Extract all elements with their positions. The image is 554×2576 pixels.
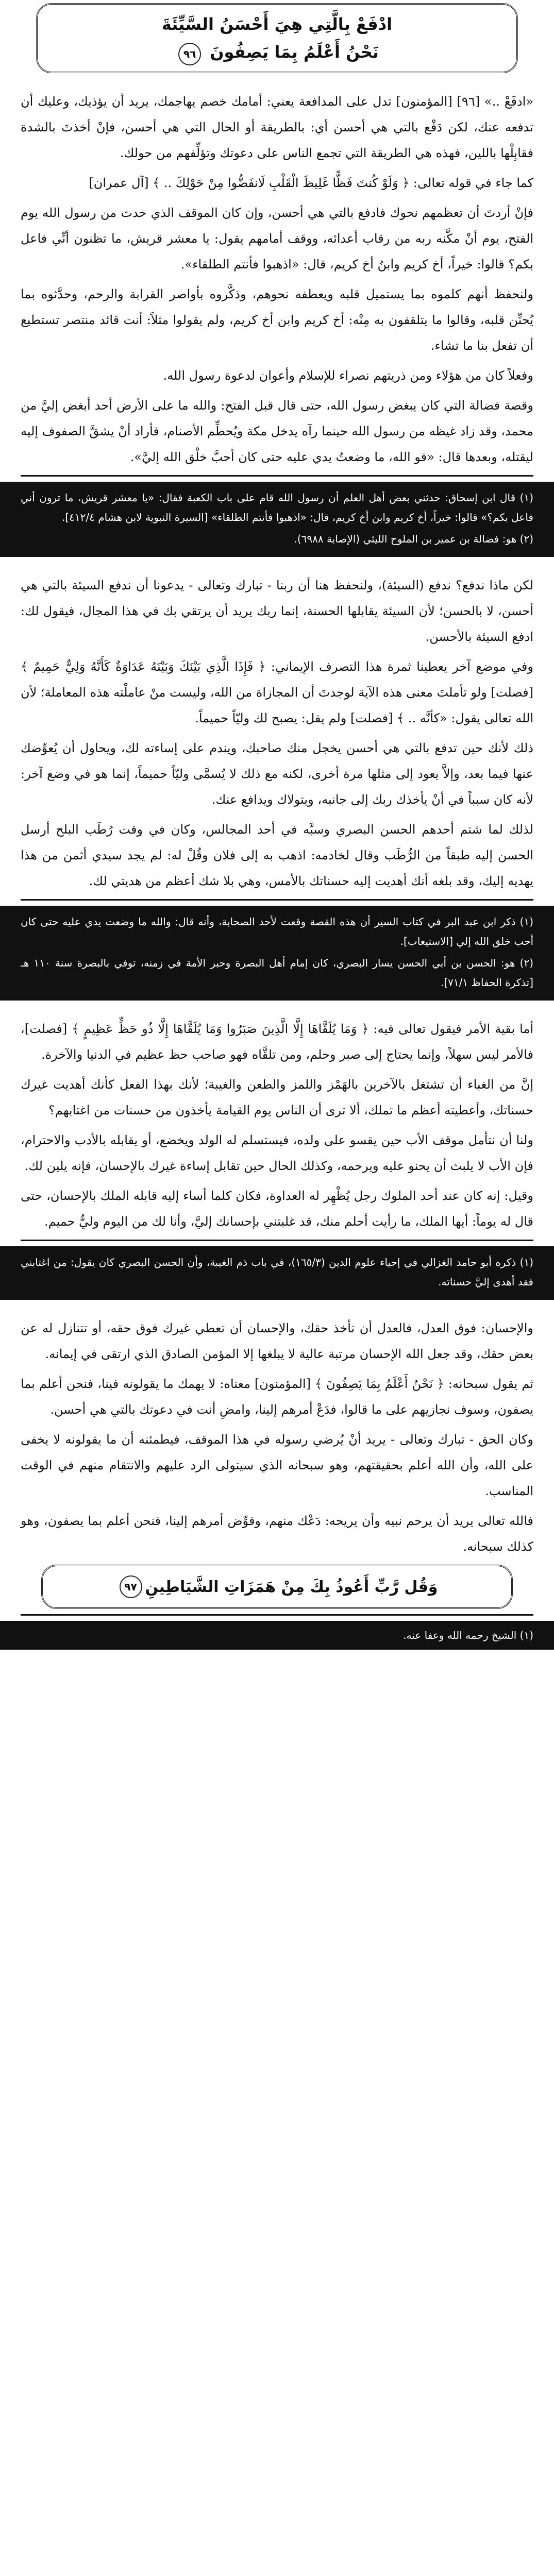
ayah-number-badge: ٩٧ — [120, 1575, 142, 1598]
verse-header-line2 — [175, 38, 379, 66]
page — [0, 3, 554, 2576]
paragraph: لكن ماذا ندفع؟ ندفع (السيئة)، ولنحفظ هنا أن ربنا - تبارك وتعالى - يدعونا أن ندفع السيئة بالتي هي أحسن، لا بالحسن؛ لأن السيئة يقابلها الحسنة، إنما ربك يريد أن يرتقي بك في هذا المجال، فيقول لك: ادفع السيئة بالأحسن. — [21, 578, 533, 644]
paragraph: ولنا أن نتأمل موقف الأب حين يقسو على ولده، فيستسلم له الولد ويخضع، أو يقابله بالأدب والاحترام، فإن الأب لا يلبث أن يحنو عليه ويرحمه، وكذلك الحال حين تقابل إساءة غيرك بالإحسان، فإنه يلين لك. — [21, 1133, 533, 1173]
verse-footer-banner — [41, 1565, 513, 1609]
paragraph: والإحسان: فوق العدل، فالعدل أن تأخذ حقك، والإحسان أن تعطي غيرك فوق حقه، أو تتنازل له عن بعض حقك، وقد جعل الله الإحسان مرتبة عالية لا يبلغها إلا المؤمن الصادق الذي ارتقى في إيمانه. — [21, 1321, 533, 1361]
commentary-section-3 — [0, 1016, 554, 1234]
paragraph: وقيل: إنه كان عند أحد الملوك رجل يُظْهِر له العداوة، فكان كلما أساء إليه قابله الملك بالإحسان، حتى قال له يوماً: أيها الملك، ما رأيت أحلم منك، قد غلبتني بإحسانك إليَّ، وأنا لك من اليوم وليٌّ حميم. — [21, 1189, 533, 1229]
paragraph: أما بقية الأمر فيقول تعالى فيه: ﴿ وَمَا يُلَقَّاهَا إِلَّا الَّذِينَ صَبَرُوا وَمَا يُلَقَّاهَا إِلَّا ذُو حَظٍّ عَظِيمٍ ﴾ [فصلت]، فالأمر ليس سهلاً، وإنما يحتاج إلى صبر وحلم، ومن تلقَّاه فهو صاحب حظ عظيم في الدنيا والآخرة. — [21, 1022, 533, 1062]
divider — [21, 1614, 533, 1616]
footer-footnote: (١) الشيخ رحمه الله وعفا عنه. — [0, 1621, 554, 1650]
verse-footer-text: وَقُل رَّبِّ أَعُوذُ بِكَ مِنْ هَمَزَاتِ الشَّيَاطِينِ — [145, 1578, 438, 1596]
paragraph: «ادفَعْ ..» [٩٦] [المؤمنون] تدل على المدافعة يعني: أمامك خصم يهاجمك، يريد أن يؤذيك، وعليك أن تدفعه عنك، لكن دَفْع بالتي هي أحسن أي: بالطريقة أو الحال التي هي أحسن، فإنْ أخذتَ بالشدة فقابِلْها باللين، فهذه هي الطريقة التي تجمع الناس على دعوتك وتؤلِّفهم من حولك. — [21, 94, 533, 160]
paragraph: لذلك لما شتم أحدهم الحسن البصري وسبَّه في أحد المجالس، وكان في وقت رُطَب البلح أرسل الحسن إليه طبقاً من الرُّطَب وقال لخادمه: اذهب به إلى فلان وقُلْ له: لم يجد سيدي أثمن من هذا يهديه إليك، وقد بلغه أنك أهديت إليه حسناتك بالأمس، وهي بلا شك أعظم من هديتي لك. — [21, 822, 533, 888]
commentary-section-2 — [0, 572, 554, 894]
footnote: (١) قال ابن إسحاق: حدثني بعض أهل العلم أن رسول الله قام على باب الكعبة فقال: «يا معشر قريش، ما ترون أني فاعل بكم؟» قالوا: خيراً، أخ كريم وابن أخ كريم، قال: «اذهبوا فأنتم الطلقاء» [السيرة النبوية لابن هشام ٤١٢/٤]. — [21, 492, 533, 523]
footnote: (١) ذكر ابن عبد البر في كتاب السير أن هذه القصة وقعت لأحد الصحابة، وأنه قال: والله ما وضعت يدي عليه حتى كان أحب خلق الله إلي [الاستيعاب]. — [21, 916, 533, 947]
footnotes-block-3 — [0, 1246, 554, 1300]
paragraph: فإنْ أردتَ أن تعظمهم نحوك فادفع بالتي هي أحسن، وإن كان الموقف الذي حدث من رسول الله يوم الفتح، يوم أنْ مكَّنه ربه من رقاب أعدائه، ووقف أمامهم يقول: يا معشر قريش، ما تظنون أنِّي فاعل بكم؟ قالوا: خيراً، أخ كريم وابنُ أخ كريم، قال: «اذهبوا فأنتم الطلقاء». — [21, 206, 534, 272]
paragraph: ولنحفظ أنهم كلموه بما يستميل قلبه ويعطفه نحوهم، وذكَّروه بأواصر القرابة والرحم، وحدَّثوه بما يُحنِّن قلبه، وقالوا ما يتلقفون به مِنْه: أخ كريم وابن أخ كريم، ولم يقولوا مثلاً: أنت قائد منتصر تستطيع أن تفعل بنا ما تشاء. — [21, 287, 533, 353]
footnotes-block-2 — [0, 906, 554, 1001]
divider — [21, 475, 533, 477]
paragraph: ثم يقول سبحانه: ﴿ نَحْنُ أَعْلَمُ بِمَا يَصِفُونَ ﴾ [المؤمنون] معناه: لا يهمك ما يقولونه فينا، فنحن أعلم بما يصفون، وسوف نجازيهم على ما قالوا، فدَعْ أمرهم إلينا، وامضِ أنت في دعوتك بالتي هي أحسن. — [21, 1377, 533, 1417]
footnote: (٢) هو: فضالة بن عمير بن الملوح الليثي (الإصابة ٦٩٨٨). — [294, 533, 533, 545]
footnotes-block-1 — [0, 482, 554, 557]
paragraph: وفعلاً كان من هؤلاء ومن ذريتهم نصراء للإسلام وأعوان لدعوة رسول الله. — [163, 368, 533, 383]
verse-header-line1: ادْفَعْ بِالَّتِي هِيَ أَحْسَنُ السَّيِّئَةَ — [161, 14, 393, 34]
paragraph: وقصة فضالة التي كان يبغض رسول الله، حتى قال قبل الفتح: والله ما على الأرض أحد أبغض إليَّ من محمد، وقد زاد غيظه من رسول الله حينما رآه يدخل مكة ويُحطِّم الأصنام، فأراد أنْ يشقَّ الصفوف إليه ليقتله، وبعدها قال: «فو الله، ما وضعتُ يدي عليه حتى كان أحبَّ خلْق الله إليَّ». — [20, 398, 533, 464]
paragraph: كما جاء في قوله تعالى: ﴿ وَلَوْ كُنتَ فَظًّا غَلِيظَ الْقَلْبِ لَانفَضُّوا مِنْ حَوْلِكَ .. ﴾ [آل عمران] — [89, 176, 533, 190]
paragraph: فالله تعالى يريد أن يرحم نبيه وأن يريحه: دَعْك منهم، وفوِّض أمرهم إلينا، فنحن أعلم بما يصفون، وهو كذلك سبحانه. — [21, 1514, 533, 1554]
commentary-section-1 — [0, 89, 554, 470]
paragraph: وكان الحق - تبارك وتعالى - يريد أنْ يُرضي رسوله في هذا الموقف، فيطمئنه أن ما يقولونه لا يخفى على الله، وأن الله أعلم بحقيقتهم، وهو سبحانه الذي سيتولى الرد عليهم والانتقام منهم في الوقت المناسب. — [21, 1432, 533, 1498]
verse-header-banner — [36, 3, 518, 73]
commentary-section-4 — [0, 1315, 554, 1560]
footnote: (٢) هو: الحسن بن أبي الحسن يسار البصري، كان إمام أهل البصرة وحبر الأمة في زمنه، توفي بالبصرة سنة ١١٠ هـ [تذكرة الحفاظ ٧١/١]. — [21, 957, 533, 989]
page-footer — [0, 1565, 554, 1650]
footnote: (١) ذكره أبو حامد الغزالي في إحياء علوم الدين (١٦٥/٣)، في باب ذم الغيبة، وأن الحسن البصري كان يقول: من اغتابني فقد أهدى إليَّ حسناته. — [21, 1256, 533, 1288]
paragraph: ذلك لأنك حين تدفع بالتي هي أحسن يخجل منك صاحبك، ويندم على إساءته لك، ويحاول أن يُعوِّضك عنها فيما بعد، وإلاَّ يعود إلى مثلها مرة أخرى، لكنه مع ذلك لا يُسمَّى وليّاً حميماً، إنما هو في وضع آخر: لأنه كان سبباً في أنْ يأخذك ربك إلى جانبه، ويتولاك ويدافع عنك. — [21, 741, 533, 807]
paragraph: إنَّ من الغباء أن تشتغل بالآخرين بالهَمْز واللمز والطعن والغيبة؛ لأنك بهذا الفعل كأنك أهديت غيرك حسناتك، وأعطيته أعظم ما تملك، ألا ترى أن الناس يوم القيامة يأخذون من حسنات من اغتابهم؟ — [21, 1077, 533, 1117]
divider — [21, 1240, 533, 1241]
verse-header-line2-text: نَحْنُ أَعْلَمُ بِمَا يَصِفُونَ — [210, 42, 379, 62]
divider — [21, 899, 533, 901]
paragraph: وفي موضع آخر يعطينا ثمرة هذا التصرف الإيماني: ﴿ فَإِذَا الَّذِي بَيْنَكَ وَبَيْنَهُ عَدَاوَةٌ كَأَنَّهُ وَلِيٌّ حَمِيمٌ ﴾ [فصلت] ولو تأملتَ معنى هذه الآية لوجدتَ أن المجازاة من الله، وليست منْ عاملْته هذه المعاملة؛ لأن الله تعالى يقول: «كأنَّه .. ﴾ [فصلت] ولم يقل: يصبح لك وليّاً حميماً. — [21, 659, 533, 725]
ayah-number-badge: ٩٦ — [178, 43, 201, 65]
